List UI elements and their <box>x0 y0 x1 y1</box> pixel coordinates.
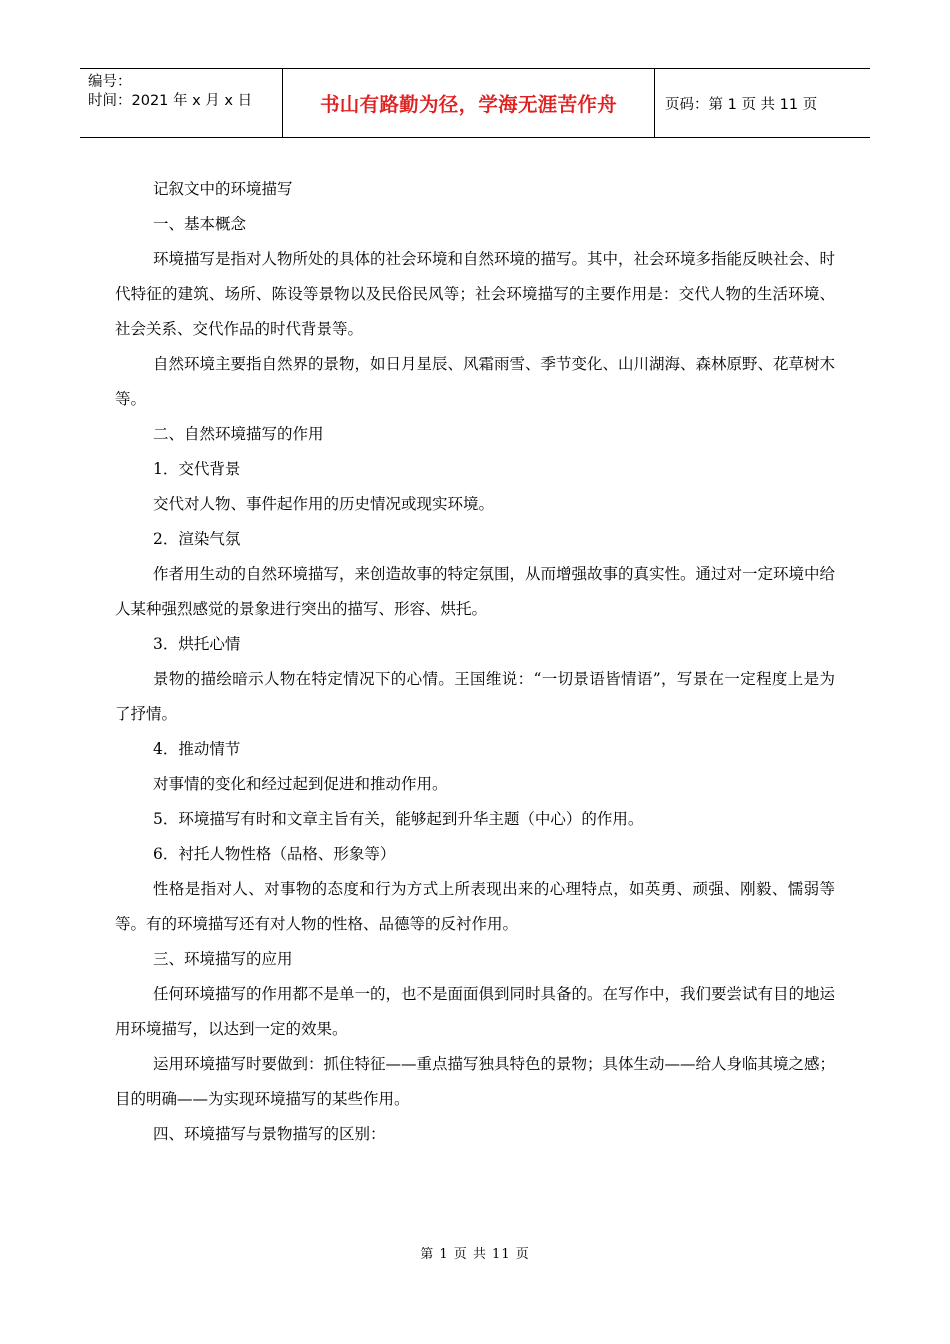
document-date: 时间：2021 年 x 月 x 日 <box>88 93 253 109</box>
document-title: 记叙文中的环境描写 <box>153 180 293 198</box>
section-heading: 三、环境描写的应用 <box>153 950 293 968</box>
section-heading: 四、环境描写与景物描写的区别： <box>153 1125 386 1143</box>
paragraph: 运用环境描写时要做到：抓住特征——重点描写独具特色的景物；具体生动——给人身临其境之感；目的明确——为实现环境描写的某些作用。 <box>115 1055 836 1108</box>
paragraph: 景物的描绘暗示人物在特定情况下的心情。王国维说：“一切景语皆情语”，写景在一定程度上是为了抒情。 <box>115 670 835 723</box>
document-body <box>115 172 835 1152</box>
document-number-label: 编号： <box>88 74 132 90</box>
paragraph: 自然环境主要指自然界的景物，如日月星辰、风霜雨雪、季节变化、山川湖海、森林原野、花草树木等。 <box>115 355 836 408</box>
header-motto: 书山有路勤为径，学海无涯苦作舟 <box>283 69 655 137</box>
paragraph: 作者用生动的自然环境描写，来创造故事的特定氛围，从而增强故事的真实性。通过对一定环境中给人某种强烈感觉的景象进行突出的描写、形容、烘托。 <box>115 565 836 618</box>
paragraph: 任何环境描写的作用都不是单一的，也不是面面俱到同时具备的。在写作中，我们要尝试有目的地运用环境描写，以达到一定的效果。 <box>115 985 836 1038</box>
subheading: 1．交代背景 <box>153 460 241 478</box>
paragraph: 对事情的变化和经过起到促进和推动作用。 <box>153 775 448 793</box>
subheading: 4．推动情节 <box>153 740 241 758</box>
subheading: 2．渲染气氛 <box>153 530 241 548</box>
paragraph: 性格是指对人、对事物的态度和行为方式上所表现出来的心理特点，如英勇、顽强、刚毅、懦弱等等。有的环境描写还有对人物的性格、品德等的反衬作用。 <box>115 880 835 933</box>
header-meta <box>80 69 283 137</box>
section-heading: 二、自然环境描写的作用 <box>153 425 324 443</box>
subheading: 5．环境描写有时和文章主旨有关，能够起到升华主题（中心）的作用。 <box>153 810 644 828</box>
section-heading: 一、基本概念 <box>153 215 247 233</box>
page-footer: 第 1 页 共 11 页 <box>420 1247 530 1262</box>
subheading: 3．烘托心情 <box>153 635 241 653</box>
paragraph: 环境描写是指对人物所处的具体的社会环境和自然环境的描写。其中，社会环境多指能反映社会、时代特征的建筑、场所、陈设等景物以及民俗民风等；社会环境描写的主要作用是：交代人物的生活环境、社会关系、交代作品的时代背景等。 <box>115 250 836 338</box>
paragraph: 交代对人物、事件起作用的历史情况或现实环境。 <box>153 495 495 513</box>
header-page-info: 页码：第 1 页 共 11 页 <box>665 96 818 113</box>
subheading: 6．衬托人物性格（品格、形象等） <box>153 845 396 863</box>
page-header <box>80 68 870 138</box>
